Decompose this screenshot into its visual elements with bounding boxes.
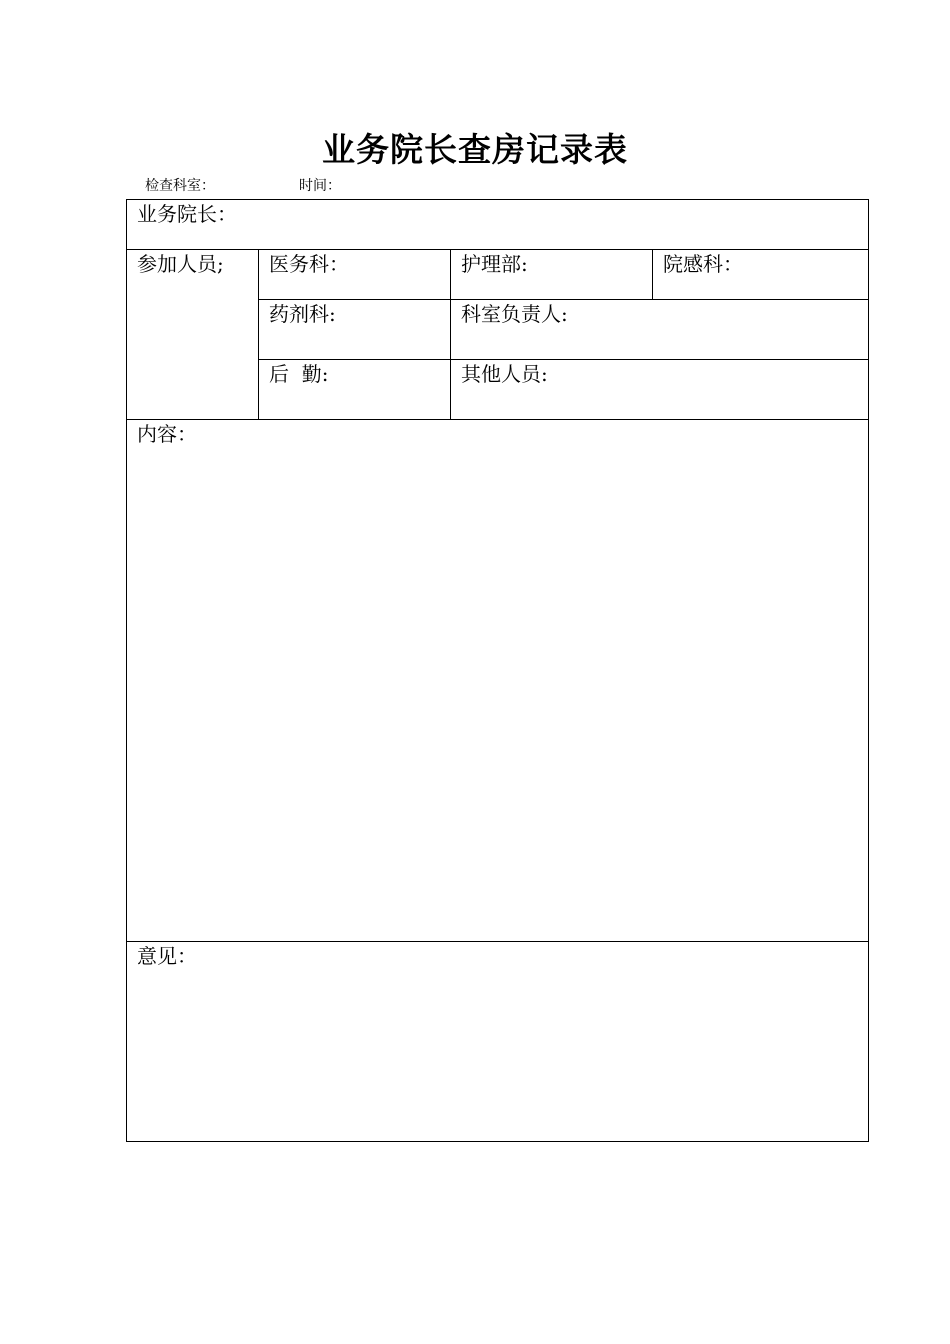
director-cell[interactable] — [127, 200, 869, 250]
nursing-cell[interactable] — [451, 250, 653, 300]
department-label: 检查科室： — [145, 178, 215, 194]
opinion-cell[interactable] — [127, 942, 869, 1142]
opinion-row — [127, 942, 869, 1142]
infection-control-cell[interactable] — [653, 250, 869, 300]
content-cell[interactable] — [127, 420, 869, 942]
logistics-cell[interactable] — [259, 360, 451, 420]
content-row — [127, 420, 869, 942]
infection-control-label: 院感科： — [663, 252, 743, 276]
ward-round-record-table — [126, 199, 869, 1142]
pharmacy-label: 药剂科: — [269, 302, 336, 326]
director-label: 业务院长： — [137, 202, 237, 226]
content-label: 内容： — [137, 422, 197, 446]
time-label: 时间： — [299, 178, 341, 194]
director-row — [127, 200, 869, 250]
dept-head-cell[interactable] — [451, 300, 869, 360]
page-title: 业务院长查房记录表 — [322, 130, 628, 169]
pharmacy-cell[interactable] — [259, 300, 451, 360]
opinion-label: 意见： — [137, 944, 197, 968]
participants-label: 参加人员; — [137, 252, 224, 276]
logistics-label: 后 勤: — [269, 362, 329, 386]
participants-cell — [127, 250, 259, 420]
medical-affairs-label: 医务科： — [269, 252, 349, 276]
others-label: 其他人员: — [461, 362, 548, 386]
participants-row-1 — [127, 250, 869, 300]
nursing-label: 护理部: — [461, 252, 528, 276]
dept-head-label: 科室负责人: — [461, 302, 568, 326]
medical-affairs-cell[interactable] — [259, 250, 451, 300]
others-cell[interactable] — [451, 360, 869, 420]
